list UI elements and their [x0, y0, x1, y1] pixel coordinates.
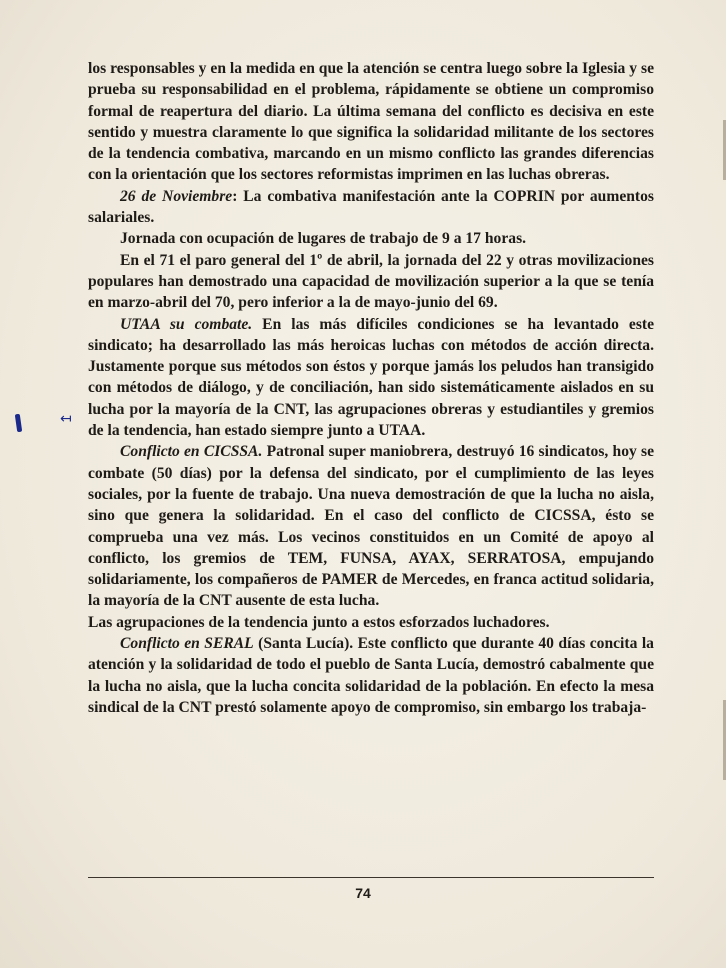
paragraph-text: (Santa Lucía). Este conflicto que durante 40 días concita la atención y la solidaridad de todo el pueblo de Santa Lucía, demostró cabalmente que la lucha no aisla, que la lucha concita solidaridad de la población. En efecto la mesa sindical de la CNT prestó solamente apoyo de compromiso, sin embargo los trabaja-: [88, 635, 654, 716]
paragraph: [88, 314, 654, 442]
section-heading: Conflicto en CICSSA.: [120, 443, 263, 461]
page-body-text: [88, 58, 654, 718]
date-heading: 26 de Noviembre: [120, 187, 233, 205]
paragraph: los responsables y en la medida en que la atención se centra luego sobre la Iglesia y se prueba su responsabilidad en el problema, rápidamente se obtiene un compromiso formal de reapertura del diario. La última semana del conflicto es decisiva en este sentido y muestra claramente lo que significa la solidaridad militante de los sectores de la tendencia combativa, marcando en un mismo conflicto las grandes diferencias con la orientación que los sectores reformistas imprimen en las luchas obreras.: [88, 60, 654, 184]
paragraph: Jornada con ocupación de lugares de trabajo de 9 a 17 horas.: [120, 230, 527, 248]
footer-rule: [88, 877, 654, 878]
section-heading: UTAA su combate.: [120, 315, 253, 333]
paragraph-text: Patronal super maniobrera, destruyó 16 sindicatos, hoy se combate (50 días) por la defensa del sindicato, por el cumplimiento de las leyes sociales, por la fuente de trabajo. Una nueva demostración de que la lucha no aisla, sino que genera la solidaridad. En el caso del conflicto de CICSSA, ésto se comprueba una vez más. Los vecinos constituidos en un Comité de apoyo al conflicto, los gremios de TEM, FUNSA, AYAX, SERRATOSA, empujando solidariamente, los compañeros de PAMER de Mercedes, en franca actitud solidaria, la mayoría de la CNT ausente de esta lucha.: [88, 443, 655, 610]
paragraph: Las agrupaciones de la tendencia junto a estos esforzados luchadores.: [88, 613, 550, 631]
arrow-icon: ↤: [60, 411, 72, 427]
paragraph-text: : La combativa manifestación ante la COPRIN por aumentos salariales.: [88, 187, 654, 227]
paragraph: En el 71 el paro general del 1º de abril, la jornada del 22 y otras movilizaciones populares han demostrado una capacidad de movilización superior a la que se tenía en marzo-abril del 70, pero inferior a la de mayo-junio del 69.: [88, 251, 654, 312]
paragraph: [88, 441, 654, 611]
paragraph-text: En las más difíciles condiciones se ha levantado este sindicato; ha desarrollado las más heroicas luchas con métodos de acción directa. Justamente porque sus métodos son éstos y porque jamás los peludos han transigido con métodos de diálogo, y de conciliación, han sido sistemáticamente aislados en su lucha por la mayoría de la CNT, las agrupaciones obreras y estudiantiles y gremios de la tendencia, han estado siempre junto a UTAA.: [88, 315, 654, 440]
paragraph: [88, 186, 654, 229]
paragraph: [88, 633, 654, 718]
page-number: 74: [355, 885, 371, 901]
section-heading: Conflicto en SERAL: [120, 635, 254, 653]
